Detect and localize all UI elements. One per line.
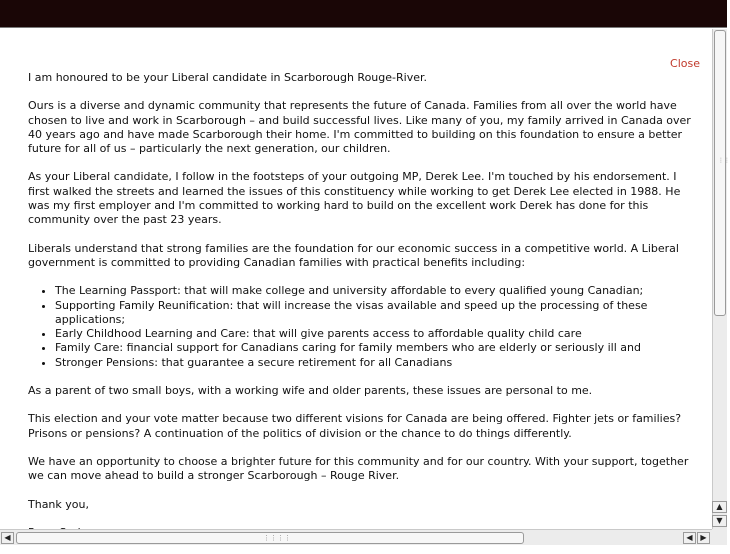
scrollbar-corner (712, 529, 727, 545)
letter-paragraph-families: Liberals understand that strong families are the foundation for our economic success in a competitive world. A Liberal government is committed to providing Canadian families with practical benefits including: (28, 241, 679, 269)
benefit-item-pensions: • Stronger Pensions: that guarantee a secure retirement for all Canadians (55, 356, 696, 370)
benefit-item-family-care: • Family Care: financial support for Canadians caring for family members who are elderly or seriously ill and (55, 341, 696, 355)
letter-viewport (0, 29, 712, 529)
benefit-item-family-reunification: • Supporting Family Reunification: that will increase the visas available and speed up the processing of these applications; (55, 299, 696, 328)
vertical-scrollbar[interactable] (712, 29, 730, 529)
scroll-down-icon[interactable]: ▼ (712, 515, 727, 527)
benefits-list (28, 284, 696, 370)
letter-paragraph-candidate: As your Liberal candidate, I follow in the footsteps of your outgoing MP, Derek Lee. I'm touched by his endorsement. I first walked the streets and learned the issues of this constituency while working to get Derek Lee elected in 1988. He was my first employer and I'm committed to working hard to build on the excellent work Derek has done for this community over the past 23 years. (28, 170, 681, 227)
scroll-left-icon[interactable]: ◀ (683, 532, 696, 544)
letter-paragraph-community: Ours is a diverse and dynamic community that represents the future of Canada. Families from all over the world have chosen to live and work in Scarborough – and build successful lives. Like many of you, my family arrived in Canada over 40 years ago and have made Scarborough their home. I'm committed to building on this foundation to ensure a better future for all of us – particularly the next generation, our children. (28, 99, 691, 156)
top-bar (0, 0, 727, 28)
vertical-scroll-thumb[interactable] (714, 30, 730, 316)
letter-paragraph-future: We have an opportunity to choose a brighter future for this community and for our country. With your support, together we can move ahead to build a stronger Scarborough – Rouge River. (28, 454, 689, 483)
benefit-item-learning-passport: • The Learning Passport: that will make college and university affordable to every qualified young Canadian; (55, 284, 696, 298)
grip-icon: ⋮⋮ (718, 157, 730, 164)
grip-icon: ⋮⋮⋮⋮ (263, 534, 291, 542)
benefit-item-child-care: • Early Childhood Learning and Care: that will give parents access to affordable quality child care (55, 327, 696, 341)
horizontal-scrollbar[interactable] (0, 529, 712, 545)
letter-paragraph-personal: As a parent of two small boys, with a working wife and older parents, these issues are personal to me. (28, 384, 593, 398)
close-link[interactable]: Close (670, 57, 700, 70)
scroll-up-icon[interactable]: ▲ (712, 501, 727, 513)
letter-content (28, 71, 696, 554)
letter-closing: Thank you, (28, 497, 89, 511)
letter-intro: I am honoured to be your Liberal candidate in Scarborough Rouge-River. (28, 71, 427, 84)
scroll-left-icon[interactable]: ◀ (1, 532, 14, 544)
letter-paragraph-election: This election and your vote matter because two different visions for Canada are being offered. Fighter jets or families? Prisons or pensions? A continuation of the politics of division or the chance to do things differently. (28, 412, 682, 440)
scroll-right-icon[interactable]: ▶ (697, 532, 710, 544)
horizontal-scroll-thumb[interactable] (16, 532, 524, 544)
